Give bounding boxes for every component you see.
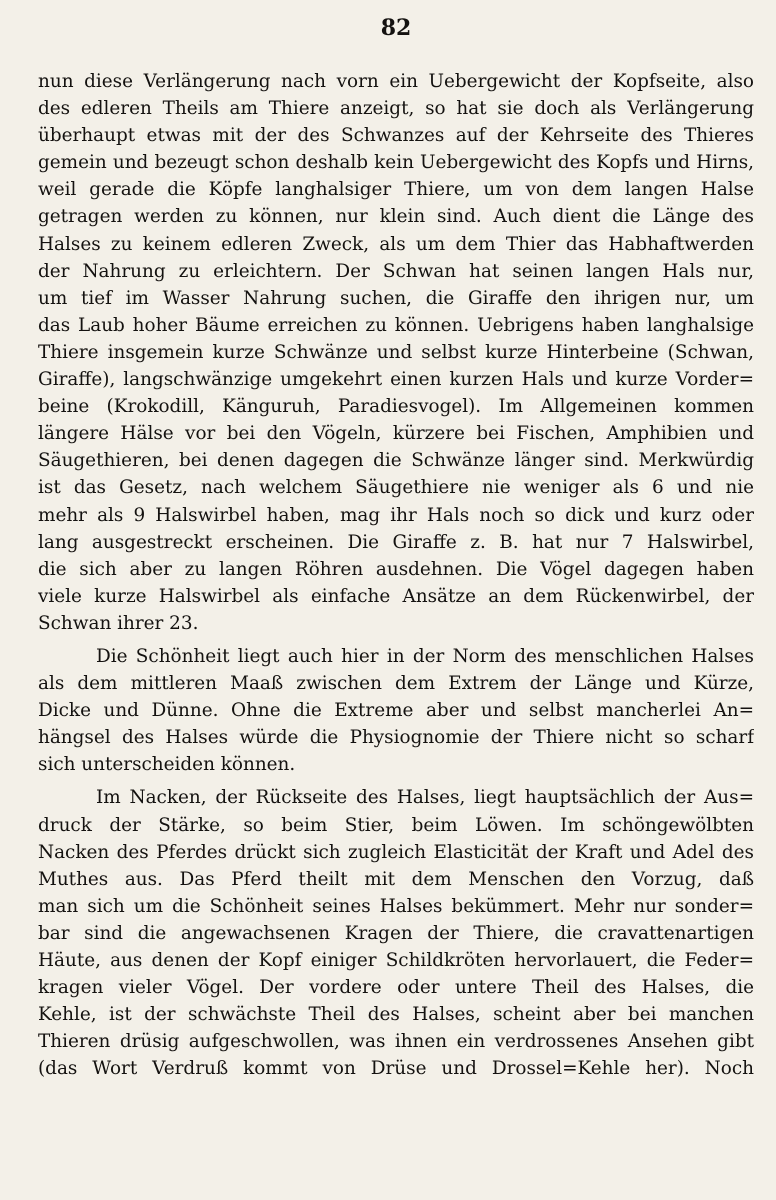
text-line: als dem mittleren Maaß zwischen dem Extrem der Länge und Kürze, <box>38 673 754 695</box>
text-line: nun diese Verlängerung nach vorn ein Uebergewicht der Kopfseite, also <box>38 71 754 92</box>
text-line: Giraffe), langschwänzige umgekehrt einen kurzen Hals und kurze Vorder= <box>38 369 754 391</box>
text-line: des edleren Theils am Thiere anzeigt, so hat sie doch als Verlängerung <box>38 98 754 120</box>
text-line: Die Schönheit liegt auch hier in der Norm des menschlichen Halses <box>96 645 754 667</box>
paragraph <box>38 68 754 637</box>
text-line: längere Hälse vor bei den Vögeln, kürzere bei Fischen, Amphibien und <box>38 423 754 445</box>
paragraph <box>38 784 754 1082</box>
text-line: Halses zu keinem edleren Zweck, als um dem Thier das Habhaftwerden <box>38 233 754 255</box>
text-line: ist das Gesetz, nach welchem Säugethiere nie weniger als 6 und nie <box>38 477 754 499</box>
text-line: getragen werden zu können, nur klein sind. Auch dient die Länge des <box>38 206 754 228</box>
text-line: beine (Krokodill, Känguruh, Paradiesvogel). Im Allgemeinen kommen <box>38 396 754 418</box>
text-line: Muthes aus. Das Pferd theilt mit dem Menschen den Vorzug, daß <box>38 868 754 890</box>
text-line: gemein und bezeugt schon deshalb kein Uebergewicht des Kopfs und Hirns, <box>38 152 754 174</box>
text-line: Schwan ihrer 23. <box>38 612 199 634</box>
text-line: die sich aber zu langen Röhren ausdehnen. Die Vögel dagegen haben <box>38 558 754 580</box>
text-line: Kehle, ist der schwächste Theil des Halses, scheint aber bei manchen <box>38 1004 754 1026</box>
text-line: man sich um die Schönheit seines Halses bekümmert. Mehr nur sonder= <box>38 895 754 917</box>
text-line: überhaupt etwas mit der des Schwanzes auf der Kehrseite des Thieres <box>38 125 754 147</box>
text-line: viele kurze Halswirbel als einfache Ansätze an dem Rückenwirbel, der <box>38 585 754 607</box>
text-line: um tief im Wasser Nahrung suchen, die Giraffe den ihrigen nur, um <box>38 287 754 309</box>
text-line: bar sind die angewachsenen Kragen der Thiere, die cravattenartigen <box>38 922 754 944</box>
text-line: (das Wort Verdruß kommt von Drüse und Drossel=Kehle her). Noch <box>38 1058 754 1080</box>
page-body-text <box>38 68 754 1082</box>
text-line: Thiere insgemein kurze Schwänze und selbst kurze Hinterbeine (Schwan, <box>38 341 754 363</box>
paragraph <box>38 643 754 778</box>
page-number: 82 <box>380 15 412 41</box>
text-line: Im Nacken, der Rückseite des Halses, liegt hauptsächlich der Aus= <box>96 787 754 809</box>
text-line: mehr als 9 Halswirbel haben, mag ihr Hals noch so dick und kurz oder <box>38 504 754 526</box>
text-line: weil gerade die Köpfe langhalsiger Thiere, um von dem langen Halse <box>38 179 754 201</box>
text-line: Nacken des Pferdes drückt sich zugleich Elasticität der Kraft und Adel des <box>38 841 754 863</box>
text-line: Thieren drüsig aufgeschwollen, was ihnen ein verdrossenes Ansehen gibt <box>38 1031 754 1053</box>
text-line: sich unterscheiden können. <box>38 754 296 776</box>
text-line: der Nahrung zu erleichtern. Der Schwan hat seinen langen Hals nur, <box>38 260 754 282</box>
text-line: Dicke und Dünne. Ohne die Extreme aber und selbst mancherlei An= <box>38 700 754 722</box>
text-line: lang ausgestreckt erscheinen. Die Giraffe z. B. hat nur 7 Halswirbel, <box>38 531 754 553</box>
text-line: hängsel des Halses würde die Physiognomie der Thiere nicht so scharf <box>38 727 754 749</box>
text-line: kragen vieler Vögel. Der vordere oder untere Theil des Halses, die <box>38 977 754 999</box>
text-line: Säugethieren, bei denen dagegen die Schwänze länger sind. Merkwürdig <box>38 450 754 472</box>
text-line: das Laub hoher Bäume erreichen zu können. Uebrigens haben langhalsige <box>38 314 754 336</box>
text-line: Häute, aus denen der Kopf einiger Schildkröten hervorlauert, die Feder= <box>38 950 754 971</box>
text-line: druck der Stärke, so beim Stier, beim Löwen. Im schöngewölbten <box>38 814 754 836</box>
